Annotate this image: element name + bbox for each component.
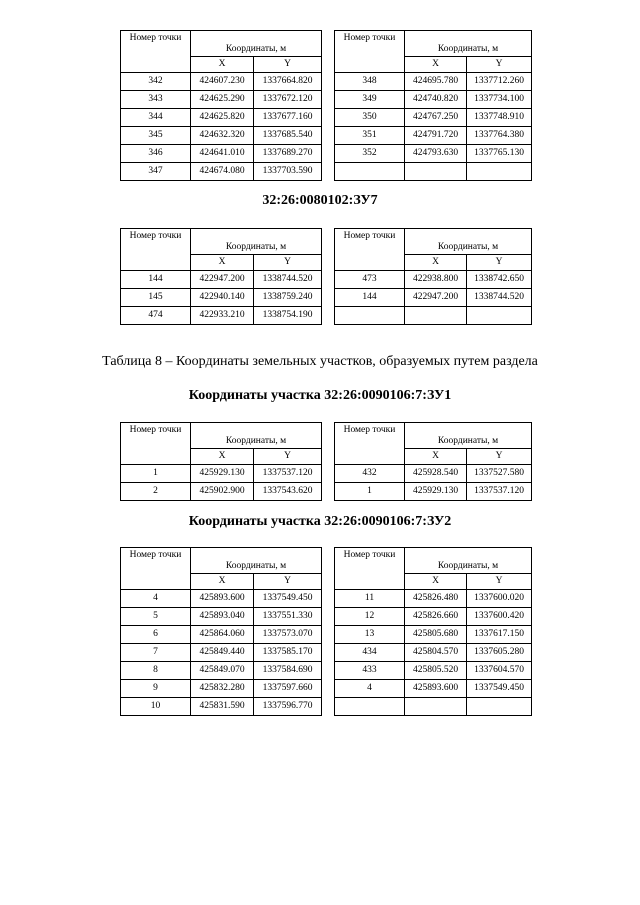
point-no-cell: 145 [121,289,191,307]
y-cell: 1337537.120 [467,483,532,501]
table-row [121,698,322,716]
point-no-cell: 347 [121,163,191,181]
table-row [121,644,322,662]
y-cell: 1337600.420 [467,608,532,626]
table-row [335,680,532,698]
table-caption: Таблица 8 – Координаты земельных участков, образуемых путем раздела [102,354,538,369]
x-cell: 424632.320 [191,127,254,145]
point-no-cell: 5 [121,608,191,626]
header-point-no: Номер точки [121,31,191,73]
x-cell: 425902.900 [191,483,254,501]
point-no-cell: 474 [121,307,191,325]
x-cell: 425893.600 [405,680,467,698]
table-row [335,608,532,626]
point-no-cell: 349 [335,91,405,109]
point-no-cell: 4 [121,590,191,608]
table-row [335,91,532,109]
y-cell: 1337543.620 [254,483,322,501]
section-3-title: Координаты участка 32:26:0090106:7:ЗУ1 [188,388,452,403]
x-cell: 424625.290 [191,91,254,109]
header-y: Y [254,449,322,465]
header-coordinates: Координаты, м [405,423,532,449]
y-cell: 1337677.160 [254,109,322,127]
header-point-no: Номер точки [335,548,405,590]
x-cell: 422947.200 [191,271,254,289]
header-y: Y [467,255,532,271]
header-coordinates: Координаты, м [191,423,322,449]
table-row [335,163,532,181]
header-coordinates: Координаты, м [191,229,322,255]
coordinates-table-l [120,30,322,181]
table-row [335,590,532,608]
x-cell: 425928.540 [405,465,467,483]
table-row [121,271,322,289]
coordinates-table-l [120,228,322,325]
table-row [121,465,322,483]
y-cell: 1337765.130 [467,145,532,163]
y-cell: 1338759.240 [254,289,322,307]
y-cell: 1337573.070 [254,626,322,644]
point-no-cell: 9 [121,680,191,698]
table-row [121,145,322,163]
x-cell: 425805.680 [405,626,467,644]
point-no-cell: 6 [121,626,191,644]
coordinates-table-r [334,547,532,716]
header-y: Y [254,57,322,73]
header-x: X [405,57,467,73]
point-no-cell: 1 [121,465,191,483]
header-x: X [191,574,254,590]
table-row [335,271,532,289]
table-row [335,73,532,91]
header-x: X [191,57,254,73]
header-x: X [405,449,467,465]
table-row [121,590,322,608]
header-y: Y [254,574,322,590]
x-cell: 425826.660 [405,608,467,626]
y-cell: 1337527.580 [467,465,532,483]
table-row [121,91,322,109]
table-row [121,163,322,181]
header-coordinates: Координаты, м [405,548,532,574]
y-cell: 1337685.540 [254,127,322,145]
x-cell: 425849.070 [191,662,254,680]
table-row [335,465,532,483]
point-no-cell: 473 [335,271,405,289]
y-cell: 1337748.910 [467,109,532,127]
y-cell: 1337596.770 [254,698,322,716]
point-no-cell: 4 [335,680,405,698]
point-no-cell: 8 [121,662,191,680]
x-cell: 424793.630 [405,145,467,163]
y-cell: 1337604.570 [467,662,532,680]
y-cell: 1337600.020 [467,590,532,608]
table-row [121,662,322,680]
x-cell: 422940.140 [191,289,254,307]
x-cell: 424740.820 [405,91,467,109]
point-no-cell: 350 [335,109,405,127]
section-1-tables [120,30,531,176]
table-row [335,626,532,644]
y-cell: 1337549.450 [467,680,532,698]
header-point-no: Номер точки [121,229,191,271]
y-cell: 1337712.260 [467,73,532,91]
header-y: Y [467,574,532,590]
header-coordinates: Координаты, м [191,548,322,574]
x-cell: 424767.250 [405,109,467,127]
point-no-cell: 433 [335,662,405,680]
point-no-cell: 144 [121,271,191,289]
header-point-no: Номер точки [335,229,405,271]
x-cell: 425831.590 [191,698,254,716]
point-no-cell: 12 [335,608,405,626]
header-y: Y [254,255,322,271]
x-cell: 425826.480 [405,590,467,608]
y-cell: 1337734.100 [467,91,532,109]
coordinates-table-r [334,228,532,325]
header-x: X [191,449,254,465]
table-row [335,307,532,325]
x-cell [405,698,467,716]
y-cell: 1337703.590 [254,163,322,181]
point-no-cell: 345 [121,127,191,145]
x-cell: 425929.130 [191,465,254,483]
table-row [335,662,532,680]
header-point-no: Номер точки [121,548,191,590]
x-cell [405,307,467,325]
header-coordinates: Координаты, м [191,31,322,57]
x-cell [405,163,467,181]
header-point-no: Номер точки [335,423,405,465]
x-cell: 424791.720 [405,127,467,145]
header-x: X [405,255,467,271]
y-cell: 1338754.190 [254,307,322,325]
point-no-cell: 7 [121,644,191,662]
point-no-cell: 351 [335,127,405,145]
section-3-tables [120,422,531,496]
y-cell: 1337584.690 [254,662,322,680]
x-cell: 422938.800 [405,271,467,289]
point-no-cell [335,163,405,181]
y-cell: 1338744.520 [254,271,322,289]
x-cell: 425832.280 [191,680,254,698]
table-row [121,109,322,127]
table-row [335,698,532,716]
y-cell: 1337605.280 [467,644,532,662]
table-row [335,127,532,145]
point-no-cell: 11 [335,590,405,608]
table-row [121,626,322,644]
point-no-cell: 346 [121,145,191,163]
x-cell: 424607.230 [191,73,254,91]
x-cell: 425804.570 [405,644,467,662]
header-x: X [405,574,467,590]
point-no-cell: 432 [335,465,405,483]
y-cell: 1337549.450 [254,590,322,608]
point-no-cell: 144 [335,289,405,307]
y-cell [467,163,532,181]
point-no-cell: 348 [335,73,405,91]
point-no-cell: 343 [121,91,191,109]
header-x: X [191,255,254,271]
y-cell: 1337551.330 [254,608,322,626]
section-4-title: Координаты участка 32:26:0090106:7:ЗУ2 [188,514,452,529]
coordinates-table-l [120,422,322,501]
y-cell: 1337585.170 [254,644,322,662]
coordinates-table-r [334,422,532,501]
section-2-tables [120,228,531,320]
y-cell [467,307,532,325]
point-no-cell: 342 [121,73,191,91]
x-cell: 424641.010 [191,145,254,163]
table-row [121,483,322,501]
x-cell: 425893.600 [191,590,254,608]
x-cell: 425864.060 [191,626,254,644]
x-cell: 424625.820 [191,109,254,127]
y-cell: 1337689.270 [254,145,322,163]
point-no-cell: 13 [335,626,405,644]
point-no-cell [335,307,405,325]
x-cell: 424695.780 [405,73,467,91]
header-y: Y [467,449,532,465]
section-2-title: 32:26:0080102:ЗУ7 [262,193,378,208]
header-point-no: Номер точки [335,31,405,73]
table-row [121,73,322,91]
point-no-cell: 434 [335,644,405,662]
header-y: Y [467,57,532,73]
y-cell: 1337672.120 [254,91,322,109]
y-cell: 1337664.820 [254,73,322,91]
x-cell: 425929.130 [405,483,467,501]
y-cell: 1337764.380 [467,127,532,145]
y-cell: 1337597.660 [254,680,322,698]
header-coordinates: Координаты, м [405,229,532,255]
point-no-cell: 1 [335,483,405,501]
table-row [121,680,322,698]
y-cell: 1338742.650 [467,271,532,289]
point-no-cell: 10 [121,698,191,716]
point-no-cell [335,698,405,716]
x-cell: 425849.440 [191,644,254,662]
y-cell: 1337537.120 [254,465,322,483]
x-cell: 425893.040 [191,608,254,626]
point-no-cell: 2 [121,483,191,501]
x-cell: 422933.210 [191,307,254,325]
table-row [335,109,532,127]
point-no-cell: 344 [121,109,191,127]
header-point-no: Номер точки [121,423,191,465]
table-row [121,289,322,307]
table-row [335,483,532,501]
y-cell: 1338744.520 [467,289,532,307]
point-no-cell: 352 [335,145,405,163]
x-cell: 424674.080 [191,163,254,181]
y-cell: 1337617.150 [467,626,532,644]
table-row [335,289,532,307]
coordinates-table-l [120,547,322,716]
y-cell [467,698,532,716]
x-cell: 425805.520 [405,662,467,680]
table-row [121,608,322,626]
table-row [121,127,322,145]
table-row [121,307,322,325]
table-row [335,145,532,163]
section-4-tables [120,547,531,711]
header-coordinates: Координаты, м [405,31,532,57]
x-cell: 422947.200 [405,289,467,307]
coordinates-table-r [334,30,532,181]
table-row [335,644,532,662]
